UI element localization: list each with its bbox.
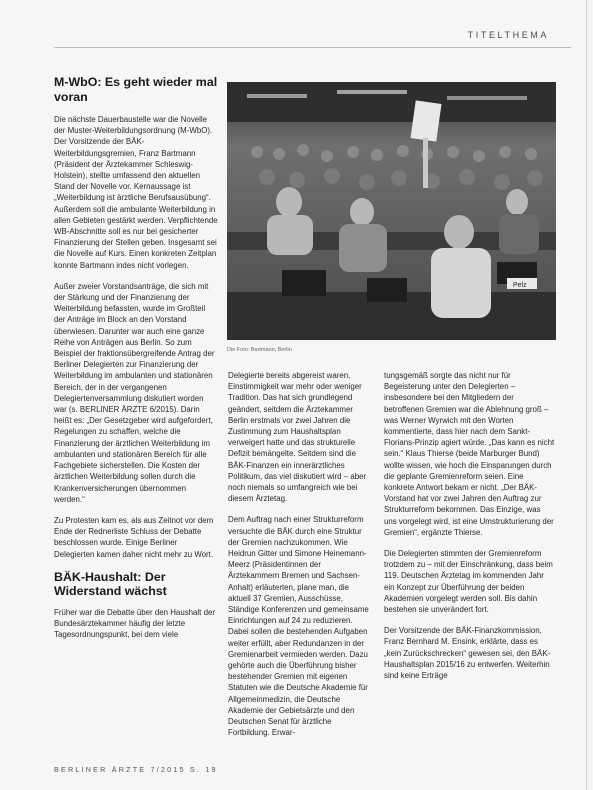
name-placard-text: Pelz bbox=[513, 282, 527, 289]
article-subheading: BÄK-Haushalt: Der Widerstand wächst bbox=[54, 569, 167, 599]
right-paragraph-1: tungsgemäß sorgte das nicht nur für Begeisterung unter den Delegierten – insbesondere bei den Mitgliedern der betroffenen Gremien war die Ablehnung groß – was Werner Wyrwich mit den Worten kommentierte, dass hier nach dem Sankt-Florians-Prinzip agiert würde. „Das kann es nicht sein.“ Klaus Thierse (beide Marburger Bund) wollte wissen, wie hoch die Einsparungen durch die geplante Gremienreform seien. Eine konkrete Antwort bekam er nicht. „Der BÄK-Vorstand hat vor zwei Jahren den Auftrag zur Strukturreform bekommen. Das Einzige, was uns vorgelegt wird, ist eine Umstrukturierung der Gremien“, ergänzte Thierse. bbox=[384, 371, 555, 537]
right-column bbox=[384, 370, 555, 691]
left-paragraph-2: Außer zweier Vorstandsanträge, die sich mit der Stärkung und der Finanzierung der Weiterbildung befassten, wurde im Großteil der Anträge im Block an den Vorstand überwiesen. Darunter war auch eine ganze Reihe von Anträgen aus Berlin. So zum Beispiel der fraktionsübergreifende Antrag der Berliner Delegierten zur Finanzierung der Weiterbildung im ambulanten und stationären Bereich, der in der vergangenen Delegiertenversammlung diskutiert worden war (s. BERLINER ÄRZTE 6/2015). Darin heißt es: „Der Gesetzgeber wird aufgefordert, Regelungen zu schaffen, welche die Finanzierung der ärztlichen Weiterbildung im ambulanten und stationären Bereich für alle Fachgebiete sicherstellen. Die Kosten der ärztlichen Weiterbildung sollen durch die Krankenversicherungen übernommen werden.“ bbox=[54, 281, 215, 504]
page-footer: BERLINER ÄRZTE 7/2015 S. 19 bbox=[54, 765, 218, 774]
header-rule bbox=[54, 47, 571, 48]
article-heading: M-WbO: Es geht wieder mal voran bbox=[54, 75, 218, 104]
middle-paragraph-2: Dem Auftrag nach einer Strukturreform versuchte die BÄK durch eine Struktur der Gremien nachzukommen. Wie Heidrun Gitter und Simone Heinemann-Meerz (Präsidentinnen der Ärztekammern Bremen und Sachsen-Anhalt) erläuterten, plane man, die aktuell 37 Gremien, Ausschüsse, Ständige Konferenzen und gemeinsame Einrichtungen auf 24 zu reduzieren. Dabei sollen die bestehenden Aufgaben weiter erfüllt, aber Redundanzen in der Gremienarbeit vermieden werden. Dazu gehörte auch die Überführung bisher bestehender Gremien mit eigenen Statuten wie die Deutsche Akademie für Allgemeinmedizin, die Deutsche Akademie der Gebietsärzte und den Deutschen Senat für ärztliche Fortbildung. Erwar- bbox=[228, 515, 369, 738]
assembly-photo-illustration bbox=[227, 82, 556, 340]
middle-paragraph-1: Delegierte bereits abgereist waren, Einstimmigkeit war mehr oder weniger Tradition. Das hat sich grundlegend geändert, seitdem die Ärztekammer Berlin erstmals vor zwei Jahren die Zustimmung zum Haushaltsplan verweigert hatte und das strukturelle Defizit bemängelte. Seitdem sind die BÄK-Finanzen ein innerärztliches Politikum, das viel diskutiert wird – aber noch niemals so umfangreich wie bei diesem Ärztetag. bbox=[228, 371, 367, 504]
photo-caption: Die Foto: Bartmann, Berlin bbox=[227, 347, 292, 353]
right-paragraph-3: Der Vorsitzende der BÄK-Finanzkommission, Franz Bernhard M. Ensink, erklärte, dass es „kein Zurückschrecken“ gewesen sei, den BÄK-Haushaltsplan 2015/16 zu entwerfen. Weiterhin sind keine Erträge bbox=[384, 626, 551, 681]
section-kicker: TITELTHEMA bbox=[467, 30, 549, 40]
assembly-photo bbox=[227, 82, 556, 340]
page-edge-rule bbox=[586, 0, 587, 790]
middle-column bbox=[228, 370, 374, 749]
left-paragraph-1: Die nächste Dauerbaustelle war die Novelle der Muster-Weiterbildungsordnung (M-WbO). Der Vorsitzende der BÄK-Weiterbildungsgremien, Franz Bartmann (Präsident der Ärztekammer Schleswig-Holstein), stellte umfassend den aktuellen Stand der Novelle vor. Kernaussage ist „Weiterbildung ist ärztliche Berufsausübung“. Außerdem soll die ambulante Weiterbildung in allen Gebieten gestärkt werden. Verpflichtende WB-Abschnitte soll es nur bei gesicherter Finanzierung der Stellen geben. Insgesamt sei die Novelle auf Kurs. Einen konkreten Zeitplan konnte Bartmann indes nicht vorlegen. bbox=[54, 115, 218, 270]
right-paragraph-2: Die Delegierten stimmten der Gremienreform trotzdem zu – mit der Einschränkung, dass beim 119. Deutschen Ärztetag im kommenden Jahr ein Konzept zur Überführung der beiden Akademien vorgelegt werden soll. Bis dahin bestehen sie unverändert fort. bbox=[384, 549, 553, 615]
left-column bbox=[54, 75, 218, 650]
left-paragraph-3: Zu Protesten kam es, als aus Zeitnot vor dem Ende der Rednerliste Schluss der Debatte beschlossen wurde. Einige Berliner Delegierten kamen daher nicht mehr zu Wort. bbox=[54, 515, 214, 559]
left-paragraph-4: Früher war die Debatte über den Haushalt der Bundesärztekammer häufig der letzte Tagesordnungspunkt, bei dem viele bbox=[54, 607, 215, 640]
